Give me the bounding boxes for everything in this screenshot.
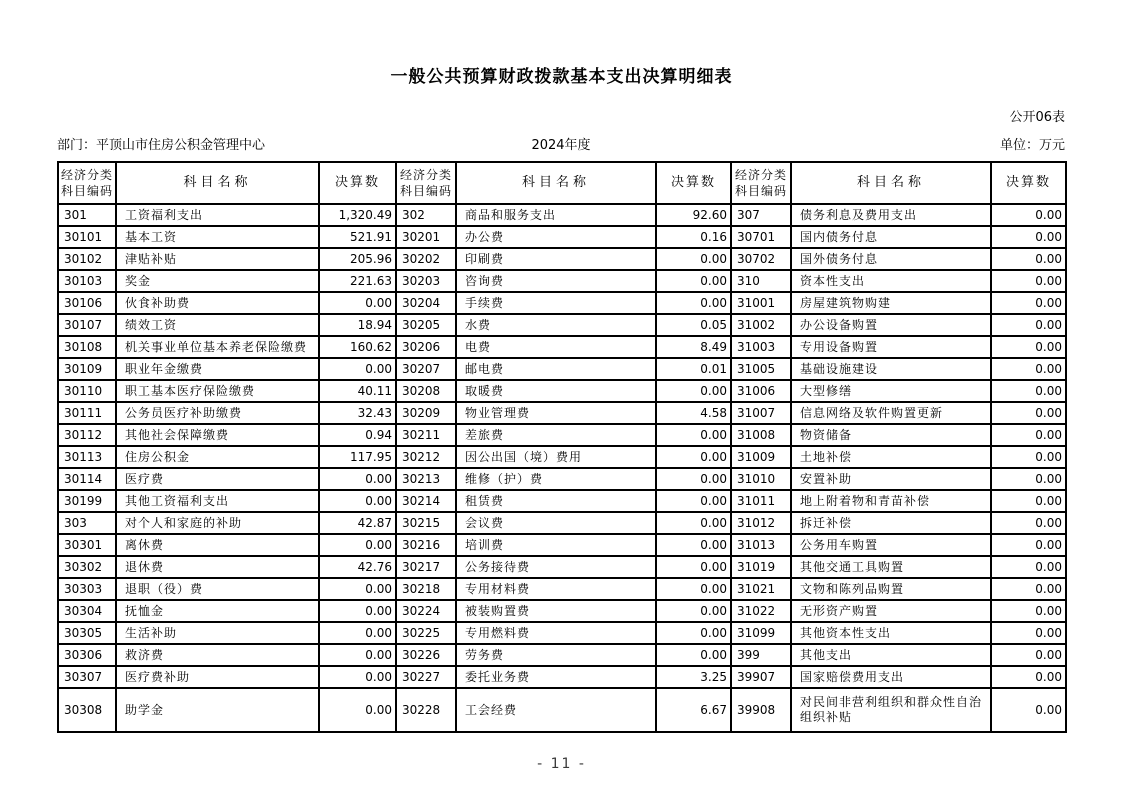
code-cell: 30217 <box>396 556 456 578</box>
value-cell: 0.00 <box>991 204 1066 226</box>
name-cell: 基本工资 <box>116 226 319 248</box>
value-cell: 0.00 <box>991 380 1066 402</box>
table-row <box>58 358 1066 380</box>
value-cell: 0.00 <box>991 556 1066 578</box>
table-row <box>58 424 1066 446</box>
name-cell: 租赁费 <box>456 490 656 512</box>
value-cell: 0.00 <box>319 358 396 380</box>
name-cell: 会议费 <box>456 512 656 534</box>
code-cell: 310 <box>731 270 791 292</box>
unit-label: 单位：万元 <box>999 138 1065 153</box>
code-cell: 31099 <box>731 622 791 644</box>
code-cell: 302 <box>396 204 456 226</box>
value-cell: 0.00 <box>656 248 731 270</box>
name-cell: 邮电费 <box>456 358 656 380</box>
code-cell: 30702 <box>731 248 791 270</box>
code-cell: 31011 <box>731 490 791 512</box>
code-cell: 31021 <box>731 578 791 600</box>
code-cell: 30216 <box>396 534 456 556</box>
name-cell: 医疗费 <box>116 468 319 490</box>
value-cell: 521.91 <box>319 226 396 248</box>
table-row <box>58 490 1066 512</box>
name-cell: 其他社会保障缴费 <box>116 424 319 446</box>
value-cell: 0.00 <box>991 292 1066 314</box>
name-cell: 培训费 <box>456 534 656 556</box>
name-cell: 文物和陈列品购置 <box>791 578 991 600</box>
table-header <box>58 162 1066 204</box>
name-cell: 物资储备 <box>791 424 991 446</box>
name-cell: 津贴补贴 <box>116 248 319 270</box>
code-cell: 31005 <box>731 358 791 380</box>
name-cell: 其他支出 <box>791 644 991 666</box>
name-cell: 职业年金缴费 <box>116 358 319 380</box>
code-cell: 30214 <box>396 490 456 512</box>
header-value-1: 决算数 <box>319 162 396 204</box>
department-label: 部门：平顶山市住房公积金管理中心 <box>57 138 266 153</box>
page-number: - 11 - <box>537 756 586 772</box>
header-code-3 <box>731 162 791 204</box>
table-row <box>58 336 1066 358</box>
code-cell: 30106 <box>58 292 116 314</box>
value-cell: 0.00 <box>656 600 731 622</box>
name-cell: 差旅费 <box>456 424 656 446</box>
name-cell: 专用设备购置 <box>791 336 991 358</box>
table-code-label: 公开06表 <box>1009 110 1065 125</box>
header-value-2: 决算数 <box>656 162 731 204</box>
table-row <box>58 622 1066 644</box>
value-cell: 0.00 <box>991 578 1066 600</box>
code-cell: 30114 <box>58 468 116 490</box>
code-cell: 30304 <box>58 600 116 622</box>
value-cell: 0.05 <box>656 314 731 336</box>
code-cell: 399 <box>731 644 791 666</box>
header-code-line2: 科目编码 <box>60 184 113 198</box>
value-cell: 0.00 <box>991 666 1066 688</box>
code-cell: 30111 <box>58 402 116 424</box>
value-cell: 221.63 <box>319 270 396 292</box>
name-cell: 大型修缮 <box>791 380 991 402</box>
value-cell: 0.00 <box>656 424 731 446</box>
header-code-1 <box>58 162 116 204</box>
name-cell: 国外债务付息 <box>791 248 991 270</box>
header-code-line1: 经济分类 <box>734 168 787 182</box>
name-cell: 绩效工资 <box>116 314 319 336</box>
header-value-3: 决算数 <box>991 162 1066 204</box>
code-cell: 31010 <box>731 468 791 490</box>
code-cell: 31001 <box>731 292 791 314</box>
value-cell: 42.87 <box>319 512 396 534</box>
value-cell: 18.94 <box>319 314 396 336</box>
table-row <box>58 600 1066 622</box>
code-cell: 30107 <box>58 314 116 336</box>
name-cell: 助学金 <box>116 688 319 732</box>
code-cell: 307 <box>731 204 791 226</box>
value-cell: 0.00 <box>319 468 396 490</box>
code-cell: 30108 <box>58 336 116 358</box>
code-cell: 30307 <box>58 666 116 688</box>
code-cell: 30208 <box>396 380 456 402</box>
value-cell: 0.00 <box>991 688 1066 732</box>
value-cell: 0.01 <box>656 358 731 380</box>
name-cell: 信息网络及软件购置更新 <box>791 402 991 424</box>
value-cell: 0.00 <box>991 534 1066 556</box>
table-row <box>58 688 1066 732</box>
value-cell: 0.00 <box>319 578 396 600</box>
header-code-2 <box>396 162 456 204</box>
name-cell: 印刷费 <box>456 248 656 270</box>
code-cell: 30212 <box>396 446 456 468</box>
name-cell: 基础设施建设 <box>791 358 991 380</box>
name-cell: 工会经费 <box>456 688 656 732</box>
name-cell: 取暖费 <box>456 380 656 402</box>
name-cell: 工资福利支出 <box>116 204 319 226</box>
value-cell: 0.00 <box>319 644 396 666</box>
value-cell: 0.00 <box>991 490 1066 512</box>
name-cell: 抚恤金 <box>116 600 319 622</box>
name-cell: 公务用车购置 <box>791 534 991 556</box>
value-cell: 0.00 <box>991 314 1066 336</box>
header-code-line1: 经济分类 <box>60 168 113 182</box>
code-cell: 39908 <box>731 688 791 732</box>
value-cell: 0.00 <box>319 688 396 732</box>
name-cell: 住房公积金 <box>116 446 319 468</box>
value-cell: 0.00 <box>656 292 731 314</box>
table-row <box>58 292 1066 314</box>
table-row <box>58 314 1066 336</box>
value-cell: 6.67 <box>656 688 731 732</box>
value-cell: 0.00 <box>991 270 1066 292</box>
name-cell: 伙食补助费 <box>116 292 319 314</box>
value-cell: 0.00 <box>656 490 731 512</box>
code-cell: 30302 <box>58 556 116 578</box>
code-cell: 30204 <box>396 292 456 314</box>
name-cell: 委托业务费 <box>456 666 656 688</box>
header-code-line1: 经济分类 <box>399 168 452 182</box>
table-body <box>58 204 1066 732</box>
code-cell: 30205 <box>396 314 456 336</box>
value-cell: 0.00 <box>319 534 396 556</box>
value-cell: 0.00 <box>991 512 1066 534</box>
code-cell: 30206 <box>396 336 456 358</box>
value-cell: 42.76 <box>319 556 396 578</box>
code-cell: 31012 <box>731 512 791 534</box>
name-cell: 机关事业单位基本养老保险缴费 <box>116 336 319 358</box>
table-row <box>58 534 1066 556</box>
code-cell: 30308 <box>58 688 116 732</box>
value-cell: 0.00 <box>656 512 731 534</box>
year-label: 2024年度 <box>531 138 591 153</box>
code-cell: 30701 <box>731 226 791 248</box>
code-cell: 31009 <box>731 446 791 468</box>
table-row <box>58 204 1066 226</box>
code-cell: 30199 <box>58 490 116 512</box>
code-cell: 31003 <box>731 336 791 358</box>
code-cell: 30211 <box>396 424 456 446</box>
code-cell: 39907 <box>731 666 791 688</box>
table-row <box>58 468 1066 490</box>
code-cell: 30207 <box>396 358 456 380</box>
code-cell: 30109 <box>58 358 116 380</box>
code-cell: 30113 <box>58 446 116 468</box>
value-cell: 0.00 <box>991 644 1066 666</box>
value-cell: 0.00 <box>656 556 731 578</box>
value-cell: 92.60 <box>656 204 731 226</box>
code-cell: 30228 <box>396 688 456 732</box>
name-cell: 公务员医疗补助缴费 <box>116 402 319 424</box>
table-row <box>58 578 1066 600</box>
name-cell: 办公设备购置 <box>791 314 991 336</box>
name-cell: 手续费 <box>456 292 656 314</box>
code-cell: 30201 <box>396 226 456 248</box>
value-cell: 0.00 <box>991 468 1066 490</box>
value-cell: 0.00 <box>991 424 1066 446</box>
code-cell: 30226 <box>396 644 456 666</box>
header-name-3: 科目名称 <box>791 162 991 204</box>
name-cell: 离休费 <box>116 534 319 556</box>
name-cell: 水费 <box>456 314 656 336</box>
value-cell: 0.00 <box>319 600 396 622</box>
code-cell: 30227 <box>396 666 456 688</box>
name-cell: 公务接待费 <box>456 556 656 578</box>
value-cell: 40.11 <box>319 380 396 402</box>
name-cell: 医疗费补助 <box>116 666 319 688</box>
name-cell: 房屋建筑物购建 <box>791 292 991 314</box>
code-cell: 30110 <box>58 380 116 402</box>
name-cell: 对民间非营利组织和群众性自治组织补贴 <box>791 688 991 732</box>
code-cell: 30102 <box>58 248 116 270</box>
table-row <box>58 556 1066 578</box>
code-cell: 30301 <box>58 534 116 556</box>
value-cell: 0.00 <box>656 644 731 666</box>
value-cell: 205.96 <box>319 248 396 270</box>
code-cell: 30218 <box>396 578 456 600</box>
value-cell: 0.00 <box>656 446 731 468</box>
code-cell: 31007 <box>731 402 791 424</box>
value-cell: 0.00 <box>991 336 1066 358</box>
value-cell: 8.49 <box>656 336 731 358</box>
name-cell: 劳务费 <box>456 644 656 666</box>
meta-row <box>57 137 1065 155</box>
name-cell: 物业管理费 <box>456 402 656 424</box>
value-cell: 0.00 <box>991 358 1066 380</box>
name-cell: 维修（护）费 <box>456 468 656 490</box>
name-cell: 办公费 <box>456 226 656 248</box>
code-cell: 31006 <box>731 380 791 402</box>
value-cell: 0.00 <box>656 578 731 600</box>
code-cell: 301 <box>58 204 116 226</box>
code-cell: 31002 <box>731 314 791 336</box>
name-cell: 地上附着物和青苗补偿 <box>791 490 991 512</box>
value-cell: 0.00 <box>319 666 396 688</box>
name-cell: 救济费 <box>116 644 319 666</box>
table-row <box>58 270 1066 292</box>
value-cell: 3.25 <box>656 666 731 688</box>
code-cell: 30224 <box>396 600 456 622</box>
code-cell: 30225 <box>396 622 456 644</box>
value-cell: 0.00 <box>319 490 396 512</box>
value-cell: 0.00 <box>991 446 1066 468</box>
table-row <box>58 512 1066 534</box>
header-code-line2: 科目编码 <box>399 184 452 198</box>
name-cell: 被装购置费 <box>456 600 656 622</box>
code-cell: 31008 <box>731 424 791 446</box>
value-cell: 0.00 <box>656 380 731 402</box>
name-cell: 其他资本性支出 <box>791 622 991 644</box>
name-cell: 生活补助 <box>116 622 319 644</box>
table-row <box>58 446 1066 468</box>
value-cell: 0.00 <box>991 226 1066 248</box>
code-cell: 30112 <box>58 424 116 446</box>
name-cell: 无形资产购置 <box>791 600 991 622</box>
name-cell: 电费 <box>456 336 656 358</box>
name-cell: 国家赔偿费用支出 <box>791 666 991 688</box>
name-cell: 安置补助 <box>791 468 991 490</box>
header-name-2: 科目名称 <box>456 162 656 204</box>
code-cell: 30305 <box>58 622 116 644</box>
table-row <box>58 226 1066 248</box>
code-cell: 30303 <box>58 578 116 600</box>
name-cell: 对个人和家庭的补助 <box>116 512 319 534</box>
value-cell: 32.43 <box>319 402 396 424</box>
code-cell: 30209 <box>396 402 456 424</box>
name-cell: 债务利息及费用支出 <box>791 204 991 226</box>
value-cell: 0.00 <box>656 534 731 556</box>
value-cell: 0.00 <box>991 402 1066 424</box>
value-cell: 0.94 <box>319 424 396 446</box>
header-code-line2: 科目编码 <box>734 184 787 198</box>
code-cell: 30103 <box>58 270 116 292</box>
value-cell: 4.58 <box>656 402 731 424</box>
header-name-1: 科目名称 <box>116 162 319 204</box>
name-cell: 资本性支出 <box>791 270 991 292</box>
value-cell: 0.00 <box>656 468 731 490</box>
code-cell: 31022 <box>731 600 791 622</box>
name-cell: 专用燃料费 <box>456 622 656 644</box>
code-cell: 30101 <box>58 226 116 248</box>
value-cell: 0.00 <box>656 270 731 292</box>
code-cell: 30202 <box>396 248 456 270</box>
name-cell: 其他交通工具购置 <box>791 556 991 578</box>
value-cell: 0.00 <box>991 600 1066 622</box>
table-row <box>58 248 1066 270</box>
budget-table <box>57 161 1067 733</box>
value-cell: 0.16 <box>656 226 731 248</box>
name-cell: 奖金 <box>116 270 319 292</box>
header-row <box>58 162 1066 204</box>
code-cell: 30213 <box>396 468 456 490</box>
value-cell: 0.00 <box>319 292 396 314</box>
code-cell: 30306 <box>58 644 116 666</box>
value-cell: 0.00 <box>656 622 731 644</box>
value-cell: 117.95 <box>319 446 396 468</box>
name-cell: 因公出国（境）费用 <box>456 446 656 468</box>
name-cell: 国内债务付息 <box>791 226 991 248</box>
name-cell: 拆迁补偿 <box>791 512 991 534</box>
code-cell: 30215 <box>396 512 456 534</box>
name-cell: 其他工资福利支出 <box>116 490 319 512</box>
name-cell: 退休费 <box>116 556 319 578</box>
name-cell: 退职（役）费 <box>116 578 319 600</box>
value-cell: 0.00 <box>319 622 396 644</box>
table-row <box>58 644 1066 666</box>
code-cell: 303 <box>58 512 116 534</box>
value-cell: 0.00 <box>991 622 1066 644</box>
table-row <box>58 402 1066 424</box>
table-row <box>58 380 1066 402</box>
name-cell: 咨询费 <box>456 270 656 292</box>
name-cell: 职工基本医疗保险缴费 <box>116 380 319 402</box>
value-cell: 160.62 <box>319 336 396 358</box>
code-cell: 30203 <box>396 270 456 292</box>
code-cell: 31013 <box>731 534 791 556</box>
name-cell: 专用材料费 <box>456 578 656 600</box>
name-cell: 商品和服务支出 <box>456 204 656 226</box>
page-title: 一般公共预算财政拨款基本支出决算明细表 <box>390 67 733 87</box>
value-cell: 0.00 <box>991 248 1066 270</box>
table-row <box>58 666 1066 688</box>
value-cell: 1,320.49 <box>319 204 396 226</box>
code-cell: 31019 <box>731 556 791 578</box>
name-cell: 土地补偿 <box>791 446 991 468</box>
